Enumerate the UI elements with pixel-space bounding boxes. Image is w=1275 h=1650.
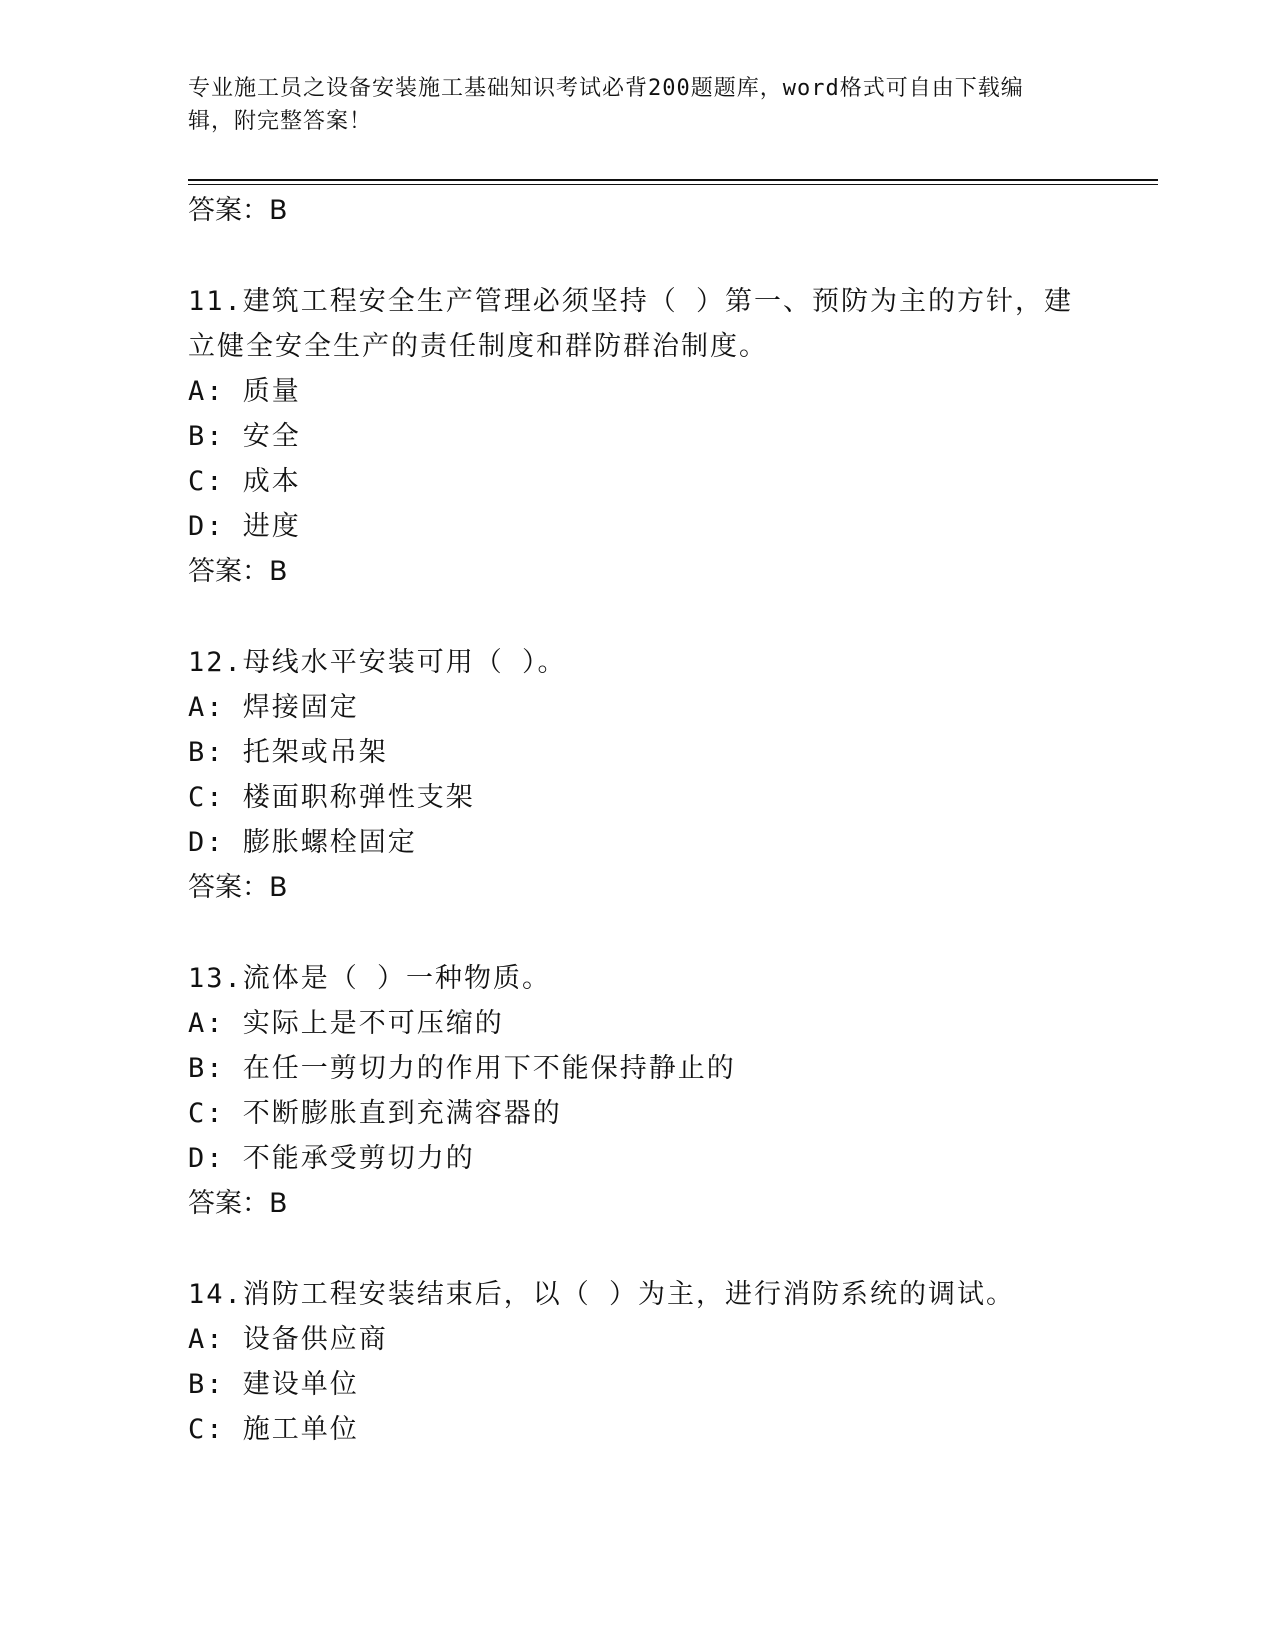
option-a: A: 实际上是不可压缩的 (188, 1008, 504, 1039)
option-c: C: 成本 (188, 466, 301, 497)
question-text: 14.消防工程安装结束后，以（ ）为主，进行消防系统的调试。 (188, 1279, 1016, 1310)
header-divider-thin (188, 184, 1158, 185)
option-d: D: 膨胀螺栓固定 (188, 827, 417, 858)
question-text: 11.建筑工程安全生产管理必须坚持（ ）第一、预防为主的方针，建立健全安全生产的责任制度和群防群治制度。 (188, 286, 1074, 362)
answer-line: 答案：B (188, 1188, 288, 1219)
option-b: B: 托架或吊架 (188, 737, 388, 768)
answer-line: 答案：B (188, 556, 288, 587)
option-b: B: 建设单位 (188, 1369, 359, 1400)
option-c: C: 楼面职称弹性支架 (188, 782, 475, 813)
header-divider-thick (188, 179, 1158, 181)
question-item (188, 1272, 1088, 1452)
option-a: A: 质量 (188, 376, 301, 407)
question-text: 13.流体是（ ）一种物质。 (188, 963, 552, 994)
option-d: D: 不能承受剪切力的 (188, 1143, 475, 1174)
question-list (188, 188, 1088, 1452)
option-a: A: 焊接固定 (188, 692, 359, 723)
answer-line: 答案：B (188, 872, 288, 903)
answer-line: 答案：B (188, 195, 288, 226)
option-c: C: 施工单位 (188, 1414, 359, 1445)
question-item (188, 956, 1088, 1226)
option-c: C: 不断膨胀直到充满容器的 (188, 1098, 562, 1129)
option-b: B: 在任一剪切力的作用下不能保持静止的 (188, 1053, 736, 1084)
option-b: B: 安全 (188, 421, 301, 452)
option-a: A: 设备供应商 (188, 1324, 388, 1355)
page-header: 专业施工员之设备安装施工基础知识考试必背200题题库，word格式可自由下载编辑，附完整答案！ (188, 76, 1024, 134)
option-d: D: 进度 (188, 511, 301, 542)
question-item (188, 640, 1088, 910)
question-text: 12.母线水平安装可用（ ）。 (188, 647, 567, 678)
question-item (188, 279, 1088, 594)
